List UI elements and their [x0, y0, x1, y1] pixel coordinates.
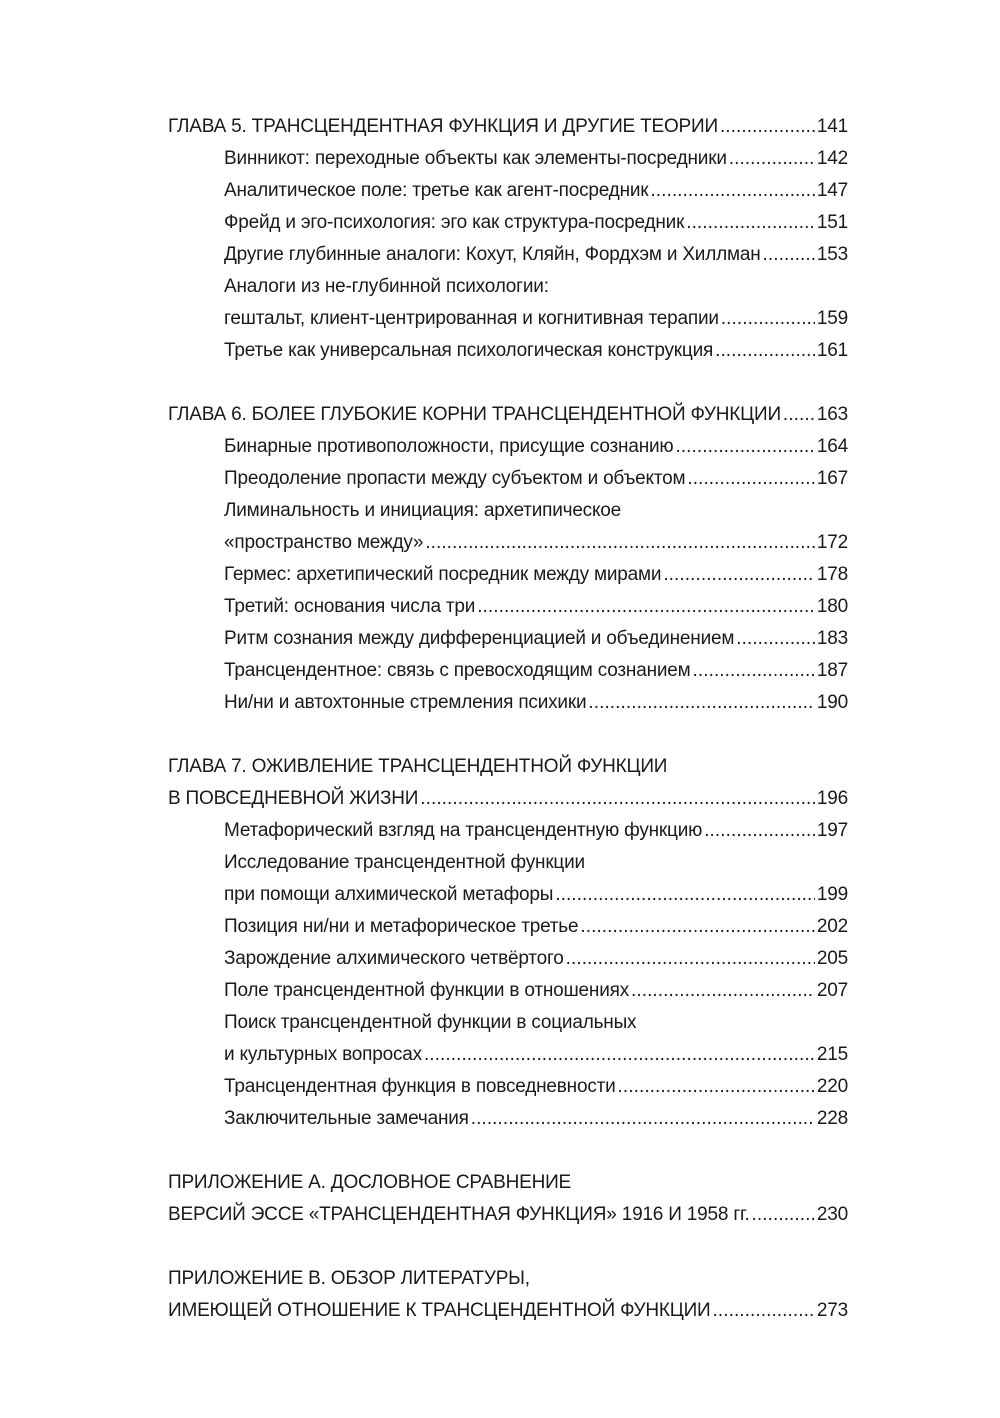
chapter-heading [168, 751, 848, 783]
dot-leader [715, 335, 815, 367]
page-number: 163 [816, 404, 848, 425]
dot-leader [566, 943, 815, 975]
entry-title: при помощи алхимической метафоры [224, 884, 554, 905]
toc-entry [168, 495, 848, 527]
dot-leader [686, 207, 815, 239]
toc-entry [168, 1039, 848, 1071]
page-number: 187 [816, 660, 848, 681]
dot-leader [425, 527, 815, 559]
page-number: 153 [816, 244, 848, 265]
toc-entry [168, 143, 848, 175]
toc-entry [168, 527, 848, 559]
entry-title: Заключительные замечания [224, 1108, 469, 1129]
dot-leader [763, 239, 815, 271]
toc-entry [168, 431, 848, 463]
page-number: 205 [816, 948, 848, 969]
entry-title: Третье как универсальная психологическая конструкция [224, 340, 714, 361]
chapter-heading [168, 399, 848, 431]
page-number: 161 [816, 340, 848, 361]
chapter-heading [168, 111, 848, 143]
entry-title: Позиция ни/ни и метафорическое третье [224, 916, 579, 937]
toc-entry [168, 1103, 848, 1135]
chapter-title: ИМЕЮЩЕЙ ОТНОШЕНИЕ К ТРАНСЦЕНДЕНТНОЙ ФУНКЦИИ [168, 1300, 711, 1321]
page-number: 142 [816, 148, 848, 169]
page-number: 159 [816, 308, 848, 329]
chapter-title: ГЛАВА 6. БОЛЕЕ ГЛУБОКИЕ КОРНИ ТРАНСЦЕНДЕНТНОЙ ФУНКЦИИ [168, 404, 781, 425]
entry-title: Фрейд и эго-психология: эго как структура-посредник [224, 212, 685, 233]
page-number: 178 [816, 564, 848, 585]
toc-entry [168, 975, 848, 1007]
chapter-title: В ПОВСЕДНЕВНОЙ ЖИЗНИ [168, 788, 419, 809]
dot-leader [424, 1039, 815, 1071]
entry-title: Метафорический взгляд на трансцендентную функцию [224, 820, 703, 841]
chapter-heading [168, 783, 848, 815]
dot-leader [471, 1103, 815, 1135]
section-spacer [168, 1135, 848, 1167]
toc-entry [168, 655, 848, 687]
entry-title: Другие глубинные аналоги: Кохут, Кляйн, Фордхэм и Хиллман [224, 244, 761, 265]
toc-entry [168, 335, 848, 367]
dot-leader [736, 623, 815, 655]
dot-leader [631, 975, 815, 1007]
chapter-title: ПРИЛОЖЕНИЕ В. ОБЗОР ЛИТЕРАТУРЫ, [168, 1268, 530, 1289]
page-number: 180 [816, 596, 848, 617]
dot-leader [729, 143, 815, 175]
dot-leader [687, 463, 815, 495]
dot-leader [618, 1071, 815, 1103]
toc-entry [168, 687, 848, 719]
page-number: 220 [816, 1076, 848, 1097]
dot-leader [477, 591, 815, 623]
entry-title: Гермес: архетипический посредник между мирами [224, 564, 662, 585]
page-number: 197 [816, 820, 848, 841]
toc-entry [168, 815, 848, 847]
dot-leader [783, 399, 815, 431]
toc-entry [168, 239, 848, 271]
entry-title: гештальт, клиент-центрированная и когнитивная терапии [224, 308, 719, 329]
section-spacer [168, 367, 848, 399]
dot-leader [580, 911, 815, 943]
dot-leader [420, 783, 815, 815]
page-number: 147 [816, 180, 848, 201]
toc-entry [168, 879, 848, 911]
page-number: 164 [816, 436, 848, 457]
page-number: 167 [816, 468, 848, 489]
entry-title: Бинарные противоположности, присущие сознанию [224, 436, 674, 457]
entry-title: Поле трансцендентной функции в отношениях [224, 980, 629, 1001]
toc-entry [168, 1071, 848, 1103]
page-number: 172 [816, 532, 848, 553]
toc-entry [168, 1007, 848, 1039]
dot-leader [704, 815, 815, 847]
entry-title: Поиск трансцендентной функции в социальных [224, 1012, 637, 1033]
entry-title: Преодоление пропасти между субъектом и объектом [224, 468, 686, 489]
dot-leader [675, 431, 814, 463]
page-number: 151 [816, 212, 848, 233]
section-spacer [168, 719, 848, 751]
page-number: 230 [816, 1204, 848, 1225]
toc-entry [168, 303, 848, 335]
dot-leader [555, 879, 815, 911]
entry-title: Исследование трансцендентной функции [224, 852, 585, 873]
entry-title: Третий: основания числа три [224, 596, 476, 617]
entry-title: Винникот: переходные объекты как элементы-посредники [224, 148, 727, 169]
entry-title: Лиминальность и инициация: архетипическое [224, 500, 622, 521]
page-number: 199 [816, 884, 848, 905]
entry-title: Зарождение алхимического четвёртого [224, 948, 564, 969]
toc-entry [168, 591, 848, 623]
dot-leader [752, 1199, 815, 1231]
page-number: 183 [816, 628, 848, 649]
page-number: 190 [816, 692, 848, 713]
dot-leader [693, 655, 815, 687]
table-of-contents [168, 111, 848, 1327]
page-number: 196 [816, 788, 848, 809]
chapter-title: ГЛАВА 7. ОЖИВЛЕНИЕ ТРАНСЦЕНДЕНТНОЙ ФУНКЦИИ [168, 756, 668, 777]
chapter-heading [168, 1167, 848, 1199]
entry-title: Аналоги из не-глубинной психологии: [224, 276, 549, 297]
page-number: 228 [816, 1108, 848, 1129]
toc-entry [168, 463, 848, 495]
toc-entry [168, 943, 848, 975]
entry-title: и культурных вопросах [224, 1044, 422, 1065]
entry-title: Трансцендентное: связь с превосходящим сознанием [224, 660, 691, 681]
section-spacer [168, 1231, 848, 1263]
toc-entry [168, 207, 848, 239]
chapter-heading [168, 1263, 848, 1295]
chapter-title: ГЛАВА 5. ТРАНСЦЕНДЕНТНАЯ ФУНКЦИЯ И ДРУГИЕ ТЕОРИИ [168, 116, 718, 137]
chapter-title: ПРИЛОЖЕНИЕ А. ДОСЛОВНОЕ СРАВНЕНИЕ [168, 1172, 572, 1193]
chapter-title: ВЕРСИЙ ЭССЕ «ТРАНСЦЕНДЕНТНАЯ ФУНКЦИЯ» 1916 И 1958 гг. [168, 1204, 750, 1225]
dot-leader [721, 303, 815, 335]
page-number: 215 [816, 1044, 848, 1065]
entry-title: «пространство между» [224, 532, 424, 553]
entry-title: Ритм сознания между дифференциацией и объединением [224, 628, 735, 649]
page-number: 207 [816, 980, 848, 1001]
entry-title: Трансцендентная функция в повседневности [224, 1076, 616, 1097]
toc-entry [168, 847, 848, 879]
toc-entry [168, 559, 848, 591]
dot-leader [720, 111, 815, 143]
dot-leader [713, 1295, 815, 1327]
entry-title: Ни/ни и автохтонные стремления психики [224, 692, 587, 713]
page-number: 273 [816, 1300, 848, 1321]
toc-entry [168, 623, 848, 655]
dot-leader [650, 175, 815, 207]
entry-title: Аналитическое поле: третье как агент-посредник [224, 180, 649, 201]
page-number: 202 [816, 916, 848, 937]
dot-leader [663, 559, 815, 591]
toc-entry [168, 271, 848, 303]
chapter-heading [168, 1199, 848, 1231]
toc-entry [168, 911, 848, 943]
page-number: 141 [816, 116, 848, 137]
chapter-heading [168, 1295, 848, 1327]
dot-leader [588, 687, 815, 719]
toc-entry [168, 175, 848, 207]
